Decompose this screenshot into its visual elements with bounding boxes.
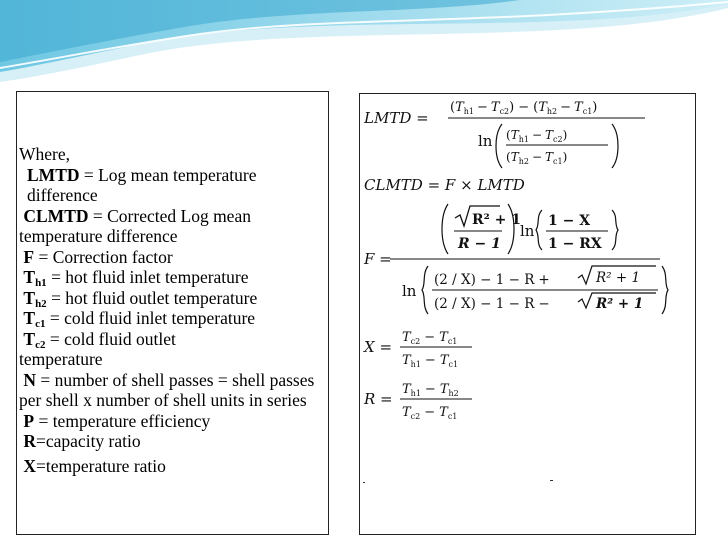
f-right-brace [612,210,618,250]
r-denominator: $T_{c2} - T_{c1}$ [402,405,458,421]
f-bottom-radicand-top: R² + 1 [596,270,641,286]
f-bottom-numerator: (2 / X) − 1 − R + [434,272,550,288]
f-left-brace [536,210,542,250]
f-bottom-denominator: (2 / X) − 1 − R − [434,296,550,312]
lmtd-ln-denominator: $(T_{h2} - T_{c1})$ [506,150,568,166]
def-lmtd: LMTD = Log mean temperature difference [27,164,257,205]
def-n: N = number of shell passes = shell passes per shell x number of shell units in series [19,369,315,410]
def-r: R=capacity ratio [23,431,141,451]
intro-text: Where, [19,144,71,164]
f-one-minus-rx: 1 − RX [548,236,602,252]
clmtd-equation: CLMTD = F × LMTD [364,176,525,194]
header-wave [0,0,728,95]
lmtd-right-paren [612,124,618,168]
def-clmtd: CLMTD = Corrected Log mean temperature difference [19,205,251,246]
x-denominator: $T_{h1} - T_{c1}$ [402,353,459,369]
f-bottom-right-brace [662,266,668,314]
lmtd-numerator: $(T_{h1} - T_{c2}) - (T_{h2} - T_{c1})$ [450,100,598,116]
equations-panel [359,93,696,535]
def-tc2: $T_{c2}$ = cold fluid outlet temperature [19,328,176,369]
lmtd-ln: ln [478,132,493,150]
f-ln-bottom: ln [402,282,417,300]
definitions-text [19,144,327,476]
lmtd-ln-numerator: $(T_{h1} - T_{c2})$ [506,128,568,144]
def-f: F = Correction factor [23,246,173,267]
def-th2: $T_{h2}$ = hot fluid outlet temperature [23,287,258,310]
scan-mark-right [550,480,553,481]
r-label: R = [364,390,393,408]
equations-figure [360,94,695,534]
f-one-minus-x: 1 − X [548,213,591,229]
lmtd-equation [363,100,645,168]
lmtd-left-paren [496,124,502,168]
x-equation [363,330,472,369]
lmtd-label: LMTD = [364,109,429,127]
definitions-panel [16,91,329,535]
x-numerator: $T_{c2} - T_{c1}$ [402,330,458,346]
f-ln-top: ln [520,222,535,240]
def-th1: $T_{h1}$ = hot fluid inlet temperature [23,267,249,289]
f-bottom-left-brace [422,266,428,314]
f-left-paren [442,204,448,254]
scan-mark-left [363,482,365,483]
f-bottom-radicand-bottom: R² + 1 [596,296,644,312]
x-label: X = [364,338,393,356]
def-x: X=temperature ratio [23,455,166,476]
f-equation [363,204,668,314]
r-numerator: $T_{h1} - T_{h2}$ [402,382,459,398]
f-r-minus-1: R − 1 [458,236,501,252]
f-radicand: R² + 1 [472,212,521,228]
def-tc1: $T_{c1}$ = cold fluid inlet temperature [23,308,256,330]
def-p: P = temperature efficiency [23,410,211,431]
f-label: F = [364,250,392,268]
r-equation [363,382,472,421]
